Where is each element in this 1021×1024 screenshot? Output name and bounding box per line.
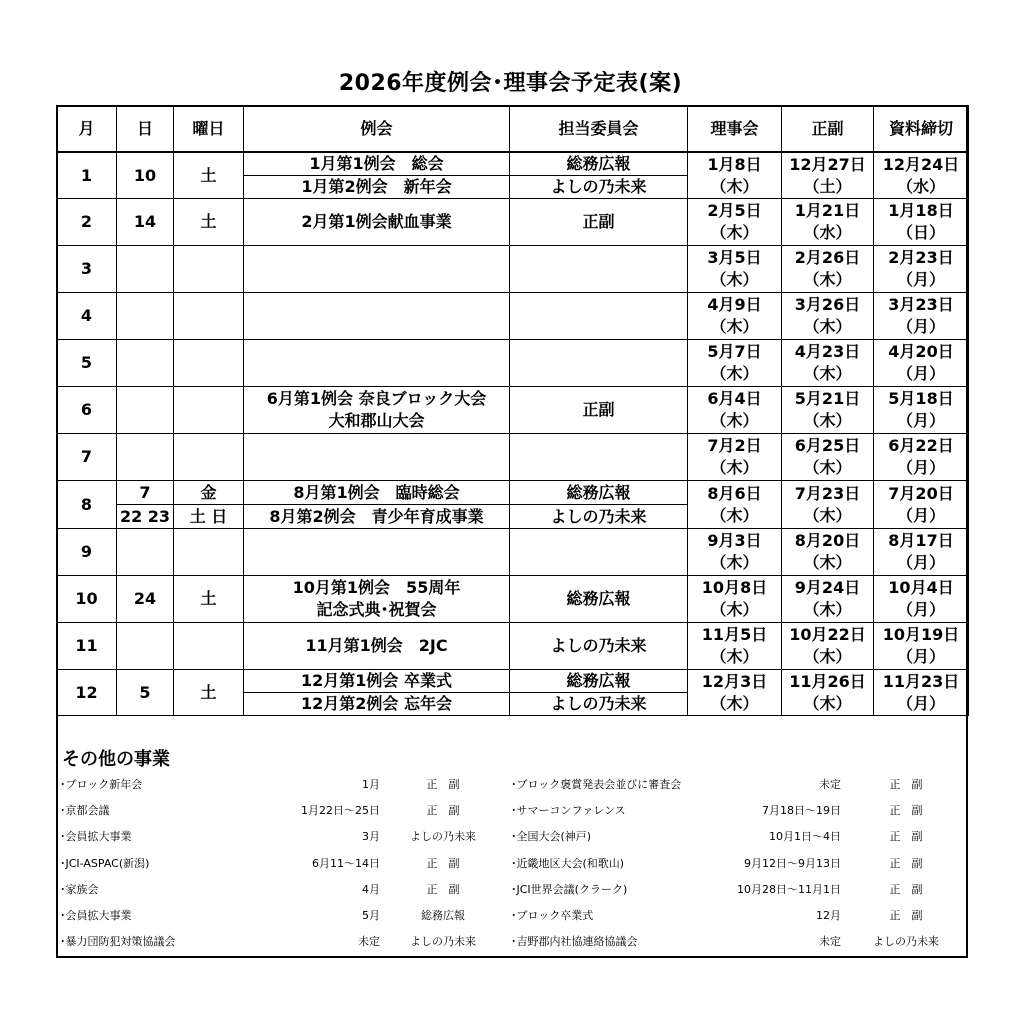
day-cell: 5 <box>117 670 174 716</box>
vice-meeting-cell-line: 6月25日 <box>794 436 861 455</box>
vice-meeting-cell <box>782 387 874 434</box>
board-meeting-cell-line: 5月7日 <box>707 342 762 361</box>
deadline-cell-line: （月） <box>896 600 945 619</box>
other-event-item <box>511 934 946 950</box>
meeting-cell: 12月第1例会 卒業式 <box>244 670 510 693</box>
deadline-cell-line: 6月22日 <box>888 436 954 455</box>
vice-meeting-cell-line: （水） <box>803 223 852 242</box>
board-meeting-cell-line: （木） <box>710 270 759 289</box>
header-day: 日 <box>117 106 174 153</box>
board-meeting-cell-line: （木） <box>710 411 759 430</box>
deadline-cell-line: （月） <box>896 693 945 713</box>
other-event-committee: よしの乃未来 <box>410 935 476 949</box>
other-event-committee: 正 副 <box>889 830 923 844</box>
other-event-item <box>511 803 946 819</box>
header-weekday: 曜日 <box>174 106 244 153</box>
deadline-cell-line: 10月19日 <box>882 625 960 644</box>
other-event-name: ･サマーコンファレンス <box>511 804 626 818</box>
other-event-date: 6月11～14日 <box>312 856 380 870</box>
vice-meeting-cell <box>782 623 874 670</box>
deadline-cell <box>874 529 969 576</box>
committee-cell: 正副 <box>510 387 688 434</box>
other-event-name: ･全国大会(神戸) <box>511 830 592 844</box>
meeting-cell <box>244 246 510 293</box>
month-cell: 4 <box>57 293 117 340</box>
other-event-name: ･ブロック新年会 <box>60 778 143 791</box>
weekday-cell: 土 <box>174 199 244 246</box>
deadline-cell-line: （月） <box>896 458 945 477</box>
other-event-date: 5月 <box>362 909 380 922</box>
committee-cell: 正副 <box>510 199 688 246</box>
other-event-name: ･ブロック卒業式 <box>511 909 594 922</box>
board-meeting-cell <box>688 387 782 434</box>
vice-meeting-cell-line: （木） <box>803 411 852 430</box>
day-cell <box>117 529 174 576</box>
vice-meeting-cell <box>782 529 874 576</box>
board-meeting-cell <box>688 576 782 623</box>
day-cell <box>117 293 174 340</box>
other-event-item <box>60 856 488 872</box>
schedule-row <box>57 529 969 576</box>
other-event-date: 4月 <box>362 882 380 896</box>
committee-cell: よしの乃未来 <box>510 693 688 716</box>
month-cell: 2 <box>57 199 117 246</box>
vice-meeting-cell <box>782 340 874 387</box>
meeting-cell <box>244 293 510 340</box>
weekday-cell: 土 <box>174 670 244 716</box>
other-events-title: その他の事業 <box>62 749 170 770</box>
vice-meeting-cell-line: （木） <box>803 317 852 336</box>
board-meeting-cell <box>688 340 782 387</box>
other-event-committee: 総務広報 <box>421 909 465 922</box>
other-event-name: ･JCI世界会議(クラーク) <box>511 882 628 896</box>
meeting-cell-line: 大和郡山大会 <box>328 411 425 430</box>
day-cell: 14 <box>117 199 174 246</box>
weekday-cell: 土 <box>174 576 244 623</box>
board-meeting-cell-line: 4月9日 <box>707 295 762 314</box>
weekday-cell <box>174 434 244 481</box>
meeting-cell <box>244 576 510 623</box>
board-meeting-cell-line: （木） <box>710 553 759 572</box>
vice-meeting-cell-line: （木） <box>803 364 852 383</box>
deadline-cell-line: 5月18日 <box>888 389 954 408</box>
committee-cell: よしの乃未来 <box>510 176 688 199</box>
vice-meeting-cell-line: 11月26日 <box>789 671 866 691</box>
vice-meeting-cell-line: （木） <box>803 458 852 477</box>
board-meeting-cell <box>688 152 782 199</box>
schedule-row <box>57 576 969 623</box>
other-event-date: 9月12日～9月13日 <box>744 856 841 870</box>
deadline-cell <box>874 670 969 716</box>
board-meeting-cell <box>688 670 782 716</box>
weekday-cell <box>174 246 244 293</box>
board-meeting-cell-line: （木） <box>710 176 759 196</box>
schedule-row <box>57 199 969 246</box>
vice-meeting-cell <box>782 434 874 481</box>
other-event-name: ･近畿地区大会(和歌山) <box>511 856 625 870</box>
other-event-name: ･会員拡大事業 <box>60 909 132 922</box>
board-meeting-cell <box>688 434 782 481</box>
committee-cell <box>510 529 688 576</box>
month-cell: 3 <box>57 246 117 293</box>
board-meeting-cell-line: （木） <box>710 647 759 666</box>
other-event-committee: よしの乃未来 <box>410 830 476 844</box>
header-deadline: 資料締切 <box>874 106 969 153</box>
board-meeting-cell-line: （木） <box>710 317 759 336</box>
deadline-cell <box>874 199 969 246</box>
month-cell: 8 <box>57 481 117 529</box>
header-row <box>57 106 969 153</box>
vice-meeting-cell-line: （土） <box>803 176 852 196</box>
other-event-date: 1月 <box>362 778 380 791</box>
day-cell <box>117 434 174 481</box>
other-event-date: 1月22日～25日 <box>301 804 380 818</box>
board-meeting-cell <box>688 293 782 340</box>
deadline-cell-line: （月） <box>896 553 945 572</box>
month-cell: 6 <box>57 387 117 434</box>
other-events-section <box>56 715 968 958</box>
other-event-date: 10月1日～4日 <box>769 830 841 844</box>
meeting-cell: 11月第1例会 2JC <box>244 623 510 670</box>
vice-meeting-cell-line: 9月24日 <box>794 578 861 597</box>
schedule-row <box>57 246 969 293</box>
board-meeting-cell-line: 7月2日 <box>707 436 762 455</box>
other-event-date: 7月18日～19日 <box>762 804 841 818</box>
committee-cell: 総務広報 <box>510 481 688 505</box>
meeting-cell: 12月第2例会 忘年会 <box>244 693 510 716</box>
other-event-name: ･暴力団防犯対策協議会 <box>60 935 176 949</box>
board-meeting-cell-line: （木） <box>710 505 759 525</box>
other-event-committee: 正 副 <box>426 778 460 791</box>
deadline-cell <box>874 152 969 199</box>
other-event-date: 未定 <box>819 778 841 791</box>
other-event-date: 未定 <box>358 935 380 949</box>
header-board-meeting: 理事会 <box>688 106 782 153</box>
other-event-item <box>60 934 488 950</box>
month-cell: 12 <box>57 670 117 716</box>
committee-cell: 総務広報 <box>510 152 688 176</box>
deadline-cell <box>874 246 969 293</box>
deadline-cell-line: 11月23日 <box>882 671 960 691</box>
committee-cell: よしの乃未来 <box>510 505 688 529</box>
deadline-cell-line: 8月17日 <box>888 531 954 550</box>
other-event-committee: 正 副 <box>889 909 923 922</box>
meeting-cell-line: 6月第1例会 奈良ブロック大会 <box>266 389 487 408</box>
other-event-committee: 正 副 <box>889 778 923 791</box>
schedule-row <box>57 434 969 481</box>
deadline-cell-line: （月） <box>896 364 945 383</box>
other-event-date: 10月28日～11月1日 <box>737 882 841 896</box>
deadline-cell-line: （月） <box>896 270 945 289</box>
deadline-cell <box>874 387 969 434</box>
board-meeting-cell-line: 3月5日 <box>707 248 762 267</box>
page-title: 2026年度例会･理事会予定表(案) <box>338 71 683 96</box>
day-cell: 7 <box>117 481 174 505</box>
other-event-name: ･京都会議 <box>60 804 110 818</box>
deadline-cell <box>874 623 969 670</box>
committee-cell <box>510 293 688 340</box>
deadline-cell-line: （日） <box>896 223 945 242</box>
deadline-cell-line: 1月18日 <box>888 201 954 220</box>
weekday-cell <box>174 529 244 576</box>
other-event-committee: 正 副 <box>426 882 460 896</box>
vice-meeting-cell-line: 12月27日 <box>789 154 866 174</box>
board-meeting-cell-line: 1月8日 <box>707 154 762 174</box>
vice-meeting-cell <box>782 670 874 716</box>
deadline-cell-line: 3月23日 <box>888 295 954 314</box>
deadline-cell-line: （水） <box>896 176 945 196</box>
schedule-row <box>57 152 969 176</box>
vice-meeting-cell-line: （木） <box>803 553 852 572</box>
board-meeting-cell <box>688 623 782 670</box>
vice-meeting-cell-line: 1月21日 <box>794 201 861 220</box>
board-meeting-cell-line: 6月4日 <box>707 389 762 408</box>
weekday-cell: 金 <box>174 481 244 505</box>
other-event-item <box>60 882 488 898</box>
board-meeting-cell-line: 11月5日 <box>701 625 768 644</box>
vice-meeting-cell-line: （木） <box>803 647 852 666</box>
month-cell: 11 <box>57 623 117 670</box>
other-event-item <box>511 777 946 793</box>
schedule-row <box>57 670 969 693</box>
schedule-row <box>57 481 969 505</box>
other-event-item <box>511 908 946 924</box>
other-event-committee: 正 副 <box>426 804 460 818</box>
month-cell: 10 <box>57 576 117 623</box>
month-cell: 9 <box>57 529 117 576</box>
board-meeting-cell-line: （木） <box>710 600 759 619</box>
committee-cell <box>510 246 688 293</box>
board-meeting-cell <box>688 199 782 246</box>
board-meeting-cell-line: （木） <box>710 364 759 383</box>
other-event-item <box>60 777 488 793</box>
board-meeting-cell <box>688 481 782 529</box>
day-cell <box>117 623 174 670</box>
deadline-cell-line: （月） <box>896 411 945 430</box>
schedule-row <box>57 623 969 670</box>
meeting-cell <box>244 387 510 434</box>
other-event-item <box>511 882 946 898</box>
deadline-cell-line: （月） <box>896 647 945 666</box>
meeting-cell: 2月第1例会献血事業 <box>244 199 510 246</box>
weekday-cell: 土 日 <box>174 505 244 529</box>
other-event-name: ･家族会 <box>60 882 99 896</box>
deadline-cell-line: （月） <box>896 505 945 525</box>
vice-meeting-cell <box>782 199 874 246</box>
board-meeting-cell-line: 10月8日 <box>701 578 768 597</box>
board-meeting-cell-line: 12月3日 <box>701 671 768 691</box>
other-event-item <box>511 856 946 872</box>
day-cell <box>117 246 174 293</box>
other-event-name: ･ブロック褒賞発表会並びに審査会 <box>511 778 682 791</box>
deadline-cell <box>874 434 969 481</box>
other-event-item <box>60 829 488 845</box>
month-cell: 1 <box>57 152 117 199</box>
schedule-row <box>57 340 969 387</box>
vice-meeting-cell <box>782 293 874 340</box>
schedule-table <box>56 105 969 716</box>
board-meeting-cell <box>688 246 782 293</box>
other-event-date: 3月 <box>362 830 380 844</box>
board-meeting-cell-line: 9月3日 <box>707 531 762 550</box>
board-meeting-cell-line: （木） <box>710 223 759 242</box>
other-event-committee: 正 副 <box>889 882 923 896</box>
other-event-name: ･JCI-ASPAC(新潟) <box>60 856 150 870</box>
meeting-cell: 8月第1例会 臨時総会 <box>244 481 510 505</box>
deadline-cell-line: 12月24日 <box>882 154 960 174</box>
day-cell: 24 <box>117 576 174 623</box>
day-cell: 22 23 <box>117 505 174 529</box>
other-event-name: ･吉野郡内社協連絡協議会 <box>511 935 638 949</box>
header-vice-meeting: 正副 <box>782 106 874 153</box>
vice-meeting-cell <box>782 246 874 293</box>
weekday-cell: 土 <box>174 152 244 199</box>
day-cell: 10 <box>117 152 174 199</box>
header-meeting: 例会 <box>244 106 510 153</box>
vice-meeting-cell-line: 7月23日 <box>794 483 861 503</box>
deadline-cell <box>874 481 969 529</box>
other-event-committee: 正 副 <box>889 856 923 870</box>
vice-meeting-cell-line: 4月23日 <box>794 342 861 361</box>
deadline-cell <box>874 340 969 387</box>
committee-cell: 総務広報 <box>510 670 688 693</box>
vice-meeting-cell-line: 8月20日 <box>794 531 861 550</box>
other-event-date: 未定 <box>819 935 841 949</box>
meeting-cell <box>244 340 510 387</box>
other-event-date: 12月 <box>816 909 841 922</box>
vice-meeting-cell-line: （木） <box>803 693 852 713</box>
weekday-cell <box>174 623 244 670</box>
deadline-cell-line: 4月20日 <box>888 342 954 361</box>
vice-meeting-cell-line: 3月26日 <box>794 295 861 314</box>
other-event-name: ･会員拡大事業 <box>60 830 132 844</box>
meeting-cell <box>244 434 510 481</box>
board-meeting-cell-line: 8月6日 <box>707 483 762 503</box>
committee-cell <box>510 434 688 481</box>
meeting-cell: 1月第2例会 新年会 <box>244 176 510 199</box>
board-meeting-cell-line: （木） <box>710 458 759 477</box>
schedule-row <box>57 387 969 434</box>
month-cell: 7 <box>57 434 117 481</box>
vice-meeting-cell-line: 5月21日 <box>794 389 861 408</box>
meeting-cell: 1月第1例会 総会 <box>244 152 510 176</box>
committee-cell <box>510 340 688 387</box>
meeting-cell-line: 記念式典･祝賀会 <box>316 600 437 619</box>
other-event-item <box>60 908 488 924</box>
other-event-committee: 正 副 <box>889 804 923 818</box>
meeting-cell <box>244 529 510 576</box>
deadline-cell-line: 2月23日 <box>888 248 954 267</box>
deadline-cell-line: 7月20日 <box>888 483 954 503</box>
header-committee: 担当委員会 <box>510 106 688 153</box>
other-event-committee: よしの乃未来 <box>873 935 939 949</box>
other-event-item <box>511 829 946 845</box>
vice-meeting-cell <box>782 481 874 529</box>
header-month: 月 <box>57 106 117 153</box>
vice-meeting-cell-line: （木） <box>803 505 852 525</box>
schedule-row <box>57 293 969 340</box>
vice-meeting-cell <box>782 152 874 199</box>
deadline-cell <box>874 576 969 623</box>
weekday-cell <box>174 340 244 387</box>
vice-meeting-cell-line: （木） <box>803 270 852 289</box>
board-meeting-cell-line: （木） <box>710 693 759 713</box>
vice-meeting-cell-line: 2月26日 <box>794 248 861 267</box>
other-event-committee: 正 副 <box>426 856 460 870</box>
month-cell: 5 <box>57 340 117 387</box>
day-cell <box>117 340 174 387</box>
weekday-cell <box>174 293 244 340</box>
meeting-cell: 8月第2例会 青少年育成事業 <box>244 505 510 529</box>
vice-meeting-cell-line: （木） <box>803 600 852 619</box>
deadline-cell <box>874 293 969 340</box>
deadline-cell-line: （月） <box>896 317 945 336</box>
day-cell <box>117 387 174 434</box>
deadline-cell-line: 10月4日 <box>888 578 954 597</box>
vice-meeting-cell-line: 10月22日 <box>789 625 866 644</box>
committee-cell: 総務広報 <box>510 576 688 623</box>
vice-meeting-cell <box>782 576 874 623</box>
meeting-cell-line: 10月第1例会 55周年 <box>292 578 461 597</box>
board-meeting-cell <box>688 529 782 576</box>
board-meeting-cell-line: 2月5日 <box>707 201 762 220</box>
other-event-item <box>60 803 488 819</box>
committee-cell: よしの乃未来 <box>510 623 688 670</box>
weekday-cell <box>174 387 244 434</box>
